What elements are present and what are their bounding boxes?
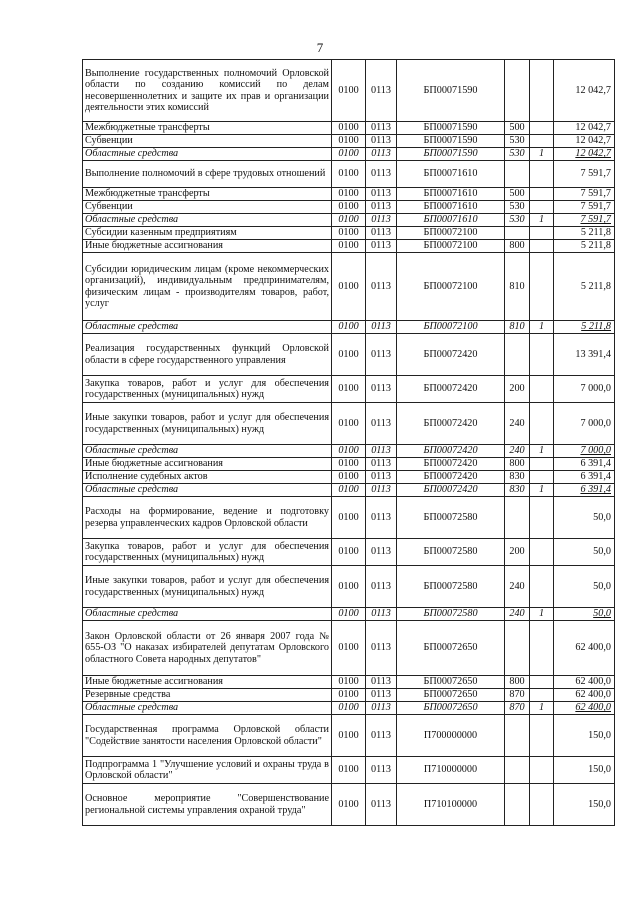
row-amount: 7 591,7	[554, 188, 615, 201]
row-expense-type: 240	[505, 403, 530, 445]
row-section: 0100	[332, 715, 366, 757]
table-row	[83, 122, 615, 135]
row-target-article: БП00072100	[397, 321, 505, 334]
row-expense-type: 530	[505, 148, 530, 161]
row-funding-source	[530, 676, 554, 689]
row-funding-source	[530, 715, 554, 757]
row-funding-source	[530, 566, 554, 608]
row-subsection: 0113	[366, 148, 397, 161]
row-name: Расходы на формирование, ведение и подготовку резерва управленческих кадров Орловской области	[83, 497, 332, 539]
row-name: Областные средства	[83, 148, 332, 161]
row-expense-type: 240	[505, 608, 530, 621]
table-row	[83, 214, 615, 227]
row-target-article: БП00071590	[397, 135, 505, 148]
row-target-article: БП00071590	[397, 122, 505, 135]
row-section: 0100	[332, 445, 366, 458]
row-funding-source: 1	[530, 214, 554, 227]
row-funding-source: 1	[530, 484, 554, 497]
table-row	[83, 458, 615, 471]
row-amount: 6 391,4	[554, 471, 615, 484]
row-expense-type: 810	[505, 321, 530, 334]
row-amount: 62 400,0	[554, 676, 615, 689]
row-name: Иные закупки товаров, работ и услуг для обеспечения государственных (муниципальных) нужд	[83, 403, 332, 445]
row-subsection: 0113	[366, 784, 397, 826]
row-target-article: БП00072580	[397, 539, 505, 566]
row-amount: 13 391,4	[554, 334, 615, 376]
row-funding-source	[530, 458, 554, 471]
row-funding-source	[530, 201, 554, 214]
row-target-article: БП00072420	[397, 445, 505, 458]
row-amount: 150,0	[554, 784, 615, 826]
row-section: 0100	[332, 321, 366, 334]
row-target-article: БП00072650	[397, 621, 505, 676]
row-expense-type: 830	[505, 484, 530, 497]
row-subsection: 0113	[366, 608, 397, 621]
row-target-article: БП00072580	[397, 608, 505, 621]
row-section: 0100	[332, 376, 366, 403]
row-subsection: 0113	[366, 214, 397, 227]
row-subsection: 0113	[366, 458, 397, 471]
row-name: Областные средства	[83, 484, 332, 497]
row-section: 0100	[332, 135, 366, 148]
row-section: 0100	[332, 497, 366, 539]
row-subsection: 0113	[366, 484, 397, 497]
row-subsection: 0113	[366, 539, 397, 566]
table-row	[83, 60, 615, 122]
row-name: Областные средства	[83, 608, 332, 621]
row-section: 0100	[332, 201, 366, 214]
row-expense-type: 810	[505, 253, 530, 321]
row-target-article: БП00072420	[397, 484, 505, 497]
row-subsection: 0113	[366, 471, 397, 484]
row-amount: 6 391,4	[554, 458, 615, 471]
row-amount: 50,0	[554, 608, 615, 621]
row-funding-source: 1	[530, 321, 554, 334]
table-row	[83, 135, 615, 148]
row-name: Иные бюджетные ассигнования	[83, 458, 332, 471]
row-name: Иные закупки товаров, работ и услуг для обеспечения государственных (муниципальных) нужд	[83, 566, 332, 608]
row-expense-type	[505, 334, 530, 376]
row-funding-source: 1	[530, 702, 554, 715]
row-target-article: П700000000	[397, 715, 505, 757]
row-target-article: БП00071590	[397, 60, 505, 122]
row-funding-source	[530, 757, 554, 784]
table-row	[83, 321, 615, 334]
row-subsection: 0113	[366, 757, 397, 784]
row-name: Основное мероприятие "Совершенствование региональной системы управления охраной труда"	[83, 784, 332, 826]
row-subsection: 0113	[366, 122, 397, 135]
table-row	[83, 148, 615, 161]
row-name: Субвенции	[83, 201, 332, 214]
row-target-article: П710000000	[397, 757, 505, 784]
row-name: Субвенции	[83, 135, 332, 148]
table-row	[83, 757, 615, 784]
row-subsection: 0113	[366, 497, 397, 539]
row-amount: 7 591,7	[554, 161, 615, 188]
table-row	[83, 539, 615, 566]
table-row	[83, 471, 615, 484]
table-row	[83, 240, 615, 253]
row-amount: 62 400,0	[554, 702, 615, 715]
row-funding-source	[530, 253, 554, 321]
row-funding-source: 1	[530, 608, 554, 621]
row-funding-source: 1	[530, 445, 554, 458]
table-row	[83, 566, 615, 608]
row-expense-type: 800	[505, 458, 530, 471]
row-target-article: БП00072420	[397, 334, 505, 376]
row-expense-type: 240	[505, 445, 530, 458]
row-subsection: 0113	[366, 227, 397, 240]
row-amount: 5 211,8	[554, 253, 615, 321]
row-amount: 7 591,7	[554, 201, 615, 214]
row-expense-type	[505, 784, 530, 826]
row-subsection: 0113	[366, 60, 397, 122]
row-target-article: БП00072420	[397, 403, 505, 445]
row-funding-source	[530, 161, 554, 188]
row-expense-type: 870	[505, 689, 530, 702]
row-expense-type: 530	[505, 135, 530, 148]
row-target-article: БП00072650	[397, 702, 505, 715]
row-amount: 12 042,7	[554, 122, 615, 135]
table-row	[83, 621, 615, 676]
row-name: Закупка товаров, работ и услуг для обеспечения государственных (муниципальных) нужд	[83, 376, 332, 403]
row-funding-source	[530, 135, 554, 148]
row-target-article: П710100000	[397, 784, 505, 826]
row-section: 0100	[332, 188, 366, 201]
row-target-article: БП00072580	[397, 497, 505, 539]
row-expense-type	[505, 757, 530, 784]
row-target-article: БП00071610	[397, 188, 505, 201]
row-target-article: БП00072100	[397, 240, 505, 253]
table-row	[83, 445, 615, 458]
row-funding-source	[530, 122, 554, 135]
row-name: Резервные средства	[83, 689, 332, 702]
row-expense-type: 240	[505, 566, 530, 608]
row-section: 0100	[332, 784, 366, 826]
row-funding-source	[530, 403, 554, 445]
row-amount: 50,0	[554, 566, 615, 608]
row-section: 0100	[332, 403, 366, 445]
row-funding-source	[530, 60, 554, 122]
row-section: 0100	[332, 608, 366, 621]
row-section: 0100	[332, 458, 366, 471]
table-row	[83, 608, 615, 621]
row-target-article: БП00072650	[397, 676, 505, 689]
row-section: 0100	[332, 566, 366, 608]
row-section: 0100	[332, 689, 366, 702]
budget-table	[82, 59, 615, 826]
row-name: Иные бюджетные ассигнования	[83, 240, 332, 253]
row-subsection: 0113	[366, 676, 397, 689]
row-name: Иные бюджетные ассигнования	[83, 676, 332, 689]
row-target-article: БП00072420	[397, 376, 505, 403]
row-amount: 12 042,7	[554, 148, 615, 161]
row-expense-type: 200	[505, 539, 530, 566]
row-section: 0100	[332, 676, 366, 689]
table-row	[83, 227, 615, 240]
row-name: Областные средства	[83, 445, 332, 458]
row-funding-source	[530, 539, 554, 566]
table-row	[83, 161, 615, 188]
row-subsection: 0113	[366, 376, 397, 403]
row-expense-type	[505, 497, 530, 539]
row-amount: 5 211,8	[554, 240, 615, 253]
row-target-article: БП00071610	[397, 161, 505, 188]
row-section: 0100	[332, 148, 366, 161]
row-funding-source	[530, 471, 554, 484]
row-amount: 5 211,8	[554, 227, 615, 240]
row-name: Выполнение государственных полномочий Орловской области по созданию комиссий по делам несовершеннолетних и защите их прав и организации деятельности этих комиссий	[83, 60, 332, 122]
row-subsection: 0113	[366, 240, 397, 253]
row-section: 0100	[332, 621, 366, 676]
table-row	[83, 784, 615, 826]
row-subsection: 0113	[366, 135, 397, 148]
row-amount: 7 000,0	[554, 403, 615, 445]
row-funding-source	[530, 621, 554, 676]
row-section: 0100	[332, 122, 366, 135]
row-name: Областные средства	[83, 702, 332, 715]
page-number: 7	[316, 40, 324, 55]
table-row	[83, 403, 615, 445]
row-name: Субсидии казенным предприятиям	[83, 227, 332, 240]
row-subsection: 0113	[366, 201, 397, 214]
row-name: Реализация государственных функций Орловской области в сфере государственного управления	[83, 334, 332, 376]
row-expense-type	[505, 621, 530, 676]
row-target-article: БП00072420	[397, 471, 505, 484]
row-expense-type: 200	[505, 376, 530, 403]
table-row	[83, 702, 615, 715]
table-row	[83, 484, 615, 497]
row-subsection: 0113	[366, 621, 397, 676]
row-name: Закон Орловской области от 26 января 2007 года № 655-ОЗ "О наказах избирателей депутатам Орловского областного Совета народных депутатов"	[83, 621, 332, 676]
row-funding-source	[530, 240, 554, 253]
row-name: Межбюджетные трансферты	[83, 188, 332, 201]
row-name: Межбюджетные трансферты	[83, 122, 332, 135]
row-expense-type: 800	[505, 240, 530, 253]
table-row	[83, 497, 615, 539]
row-amount: 7 000,0	[554, 376, 615, 403]
row-subsection: 0113	[366, 702, 397, 715]
row-section: 0100	[332, 334, 366, 376]
row-expense-type: 530	[505, 214, 530, 227]
row-funding-source	[530, 784, 554, 826]
row-funding-source	[530, 188, 554, 201]
row-section: 0100	[332, 240, 366, 253]
row-name: Подпрограмма 1 "Улучшение условий и охраны труда в Орловской области"	[83, 757, 332, 784]
row-target-article: БП00072420	[397, 458, 505, 471]
row-target-article: БП00072100	[397, 253, 505, 321]
row-expense-type	[505, 60, 530, 122]
table-row	[83, 676, 615, 689]
row-amount: 62 400,0	[554, 621, 615, 676]
row-expense-type: 530	[505, 201, 530, 214]
row-subsection: 0113	[366, 403, 397, 445]
table-row	[83, 689, 615, 702]
row-subsection: 0113	[366, 321, 397, 334]
row-section: 0100	[332, 539, 366, 566]
row-amount: 150,0	[554, 757, 615, 784]
row-target-article: БП00072580	[397, 566, 505, 608]
row-expense-type: 500	[505, 122, 530, 135]
row-amount: 50,0	[554, 497, 615, 539]
row-subsection: 0113	[366, 689, 397, 702]
row-name: Выполнение полномочий в сфере трудовых отношений	[83, 161, 332, 188]
row-amount: 150,0	[554, 715, 615, 757]
row-expense-type: 500	[505, 188, 530, 201]
row-name: Исполнение судебных актов	[83, 471, 332, 484]
row-subsection: 0113	[366, 253, 397, 321]
table-row	[83, 715, 615, 757]
row-section: 0100	[332, 161, 366, 188]
row-amount: 50,0	[554, 539, 615, 566]
row-funding-source	[530, 334, 554, 376]
row-funding-source	[530, 376, 554, 403]
row-section: 0100	[332, 471, 366, 484]
table-row	[83, 201, 615, 214]
row-funding-source: 1	[530, 148, 554, 161]
row-expense-type: 800	[505, 676, 530, 689]
budget-table-body	[83, 60, 615, 826]
row-amount: 6 391,4	[554, 484, 615, 497]
row-name: Субсидии юридическим лицам (кроме некоммерческих организаций), индивидуальным предпринимателям, физическим лицам - производителям товаров, работ, услуг	[83, 253, 332, 321]
row-target-article: БП00071610	[397, 214, 505, 227]
row-name: Областные средства	[83, 321, 332, 334]
row-amount: 62 400,0	[554, 689, 615, 702]
row-funding-source	[530, 689, 554, 702]
table-row	[83, 253, 615, 321]
row-subsection: 0113	[366, 188, 397, 201]
row-section: 0100	[332, 214, 366, 227]
table-row	[83, 188, 615, 201]
row-expense-type: 830	[505, 471, 530, 484]
row-amount: 7 000,0	[554, 445, 615, 458]
row-subsection: 0113	[366, 445, 397, 458]
row-name: Государственная программа Орловской области "Содействие занятости населения Орловской области"	[83, 715, 332, 757]
table-row	[83, 334, 615, 376]
row-amount: 5 211,8	[554, 321, 615, 334]
row-subsection: 0113	[366, 161, 397, 188]
row-subsection: 0113	[366, 566, 397, 608]
row-subsection: 0113	[366, 715, 397, 757]
row-name: Закупка товаров, работ и услуг для обеспечения государственных (муниципальных) нужд	[83, 539, 332, 566]
row-target-article: БП00071590	[397, 148, 505, 161]
row-target-article: БП00072100	[397, 227, 505, 240]
row-amount: 12 042,7	[554, 60, 615, 122]
row-funding-source	[530, 497, 554, 539]
row-amount: 12 042,7	[554, 135, 615, 148]
row-target-article: БП00071610	[397, 201, 505, 214]
row-section: 0100	[332, 227, 366, 240]
row-expense-type: 870	[505, 702, 530, 715]
row-target-article: БП00072650	[397, 689, 505, 702]
row-name: Областные средства	[83, 214, 332, 227]
row-section: 0100	[332, 253, 366, 321]
row-section: 0100	[332, 484, 366, 497]
row-expense-type	[505, 161, 530, 188]
row-expense-type	[505, 715, 530, 757]
row-subsection: 0113	[366, 334, 397, 376]
table-row	[83, 376, 615, 403]
row-section: 0100	[332, 702, 366, 715]
row-expense-type	[505, 227, 530, 240]
row-section: 0100	[332, 757, 366, 784]
row-funding-source	[530, 227, 554, 240]
row-amount: 7 591,7	[554, 214, 615, 227]
row-section: 0100	[332, 60, 366, 122]
